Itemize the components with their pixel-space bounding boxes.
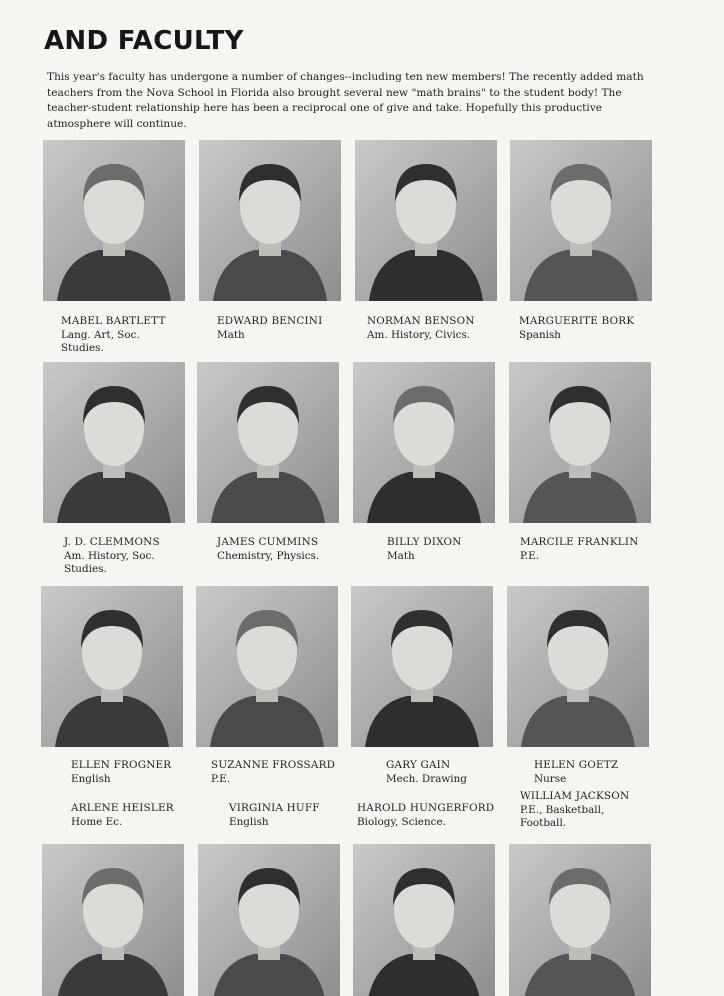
- faculty-subject: Lang. Art, Soc. Studies.: [61, 328, 140, 354]
- faculty-name: JAMES CUMMINS: [217, 536, 319, 548]
- faculty-caption: [386, 759, 536, 786]
- portrait-silhouette: [510, 140, 652, 301]
- faculty-subject: Math: [387, 549, 415, 562]
- faculty-name: EDWARD BENCINI: [217, 315, 323, 327]
- faculty-portrait: [41, 586, 183, 747]
- faculty-name: HELEN GOETZ: [534, 759, 619, 771]
- faculty-portrait: [42, 844, 184, 996]
- faculty-caption: [520, 790, 670, 831]
- faculty-portrait: [43, 140, 185, 301]
- portrait-silhouette: [199, 140, 341, 301]
- faculty-portrait: [353, 844, 495, 996]
- portrait-silhouette: [198, 844, 340, 996]
- faculty-name: MARGUERITE BORK: [519, 315, 635, 327]
- faculty-name: NORMAN BENSON: [367, 315, 475, 327]
- faculty-name: WILLIAM JACKSON: [520, 790, 630, 802]
- portrait-silhouette: [42, 844, 184, 996]
- faculty-caption: [520, 536, 670, 563]
- faculty-caption: [519, 315, 669, 342]
- faculty-subject: Mech. Drawing: [386, 772, 467, 785]
- faculty-caption: [61, 315, 211, 356]
- portrait-silhouette: [196, 586, 338, 747]
- faculty-caption: [217, 315, 367, 342]
- faculty-subject: P.E.: [211, 772, 231, 785]
- faculty-portrait: [509, 844, 651, 996]
- faculty-portrait: [355, 140, 497, 301]
- portrait-silhouette: [353, 844, 495, 996]
- portrait-silhouette: [351, 586, 493, 747]
- portrait-silhouette: [355, 140, 497, 301]
- faculty-name: BILLY DIXON: [387, 536, 462, 548]
- faculty-caption: [367, 315, 517, 342]
- faculty-caption: [387, 536, 537, 563]
- faculty-portrait: [199, 140, 341, 301]
- faculty-subject: P.E.: [520, 549, 540, 562]
- faculty-subject: Am. History, Soc. Studies.: [64, 549, 155, 575]
- portrait-silhouette: [43, 362, 185, 523]
- faculty-portrait: [197, 362, 339, 523]
- portrait-silhouette: [197, 362, 339, 523]
- faculty-subject: English: [229, 815, 269, 828]
- faculty-portrait: [509, 362, 651, 523]
- faculty-subject: Spanish: [519, 328, 562, 341]
- faculty-caption: [71, 759, 221, 786]
- portrait-silhouette: [43, 140, 185, 301]
- faculty-subject: Biology, Science.: [357, 815, 446, 828]
- faculty-portrait: [507, 586, 649, 747]
- faculty-caption: [71, 802, 221, 829]
- portrait-silhouette: [41, 586, 183, 747]
- portrait-silhouette: [353, 362, 495, 523]
- faculty-name: ARLENE HEISLER: [71, 802, 174, 814]
- faculty-name: SUZANNE FROSSARD: [211, 759, 336, 771]
- page-title: AND FACULTY: [44, 26, 244, 56]
- faculty-portrait: [351, 586, 493, 747]
- faculty-name: VIRGINIA HUFF: [229, 802, 320, 814]
- faculty-subject: Math: [217, 328, 245, 341]
- faculty-portrait: [510, 140, 652, 301]
- portrait-silhouette: [509, 844, 651, 996]
- faculty-portrait: [196, 586, 338, 747]
- faculty-name: MABEL BARTLETT: [61, 315, 166, 327]
- faculty-name: GARY GAIN: [386, 759, 451, 771]
- faculty-caption: [211, 759, 361, 786]
- intro-paragraph: This year's faculty has undergone a number of changes--including ten new members! The recently added math teachers from the Nova School in Florida also brought several new "math brains" to the student body! The teacher-student relationship here has been a reciprocal one of give and take. Hopefully this productive atmosphere will continue.: [47, 71, 644, 130]
- faculty-subject: Nurse: [534, 772, 567, 785]
- faculty-caption: [217, 536, 367, 563]
- faculty-portrait: [198, 844, 340, 996]
- faculty-name: ELLEN FROGNER: [71, 759, 172, 771]
- faculty-name: MARCILE FRANKLIN: [520, 536, 639, 548]
- faculty-name: HAROLD HUNGERFORD: [357, 802, 495, 814]
- portrait-silhouette: [507, 586, 649, 747]
- faculty-portrait: [43, 362, 185, 523]
- faculty-subject: P.E., Basketball, Football.: [520, 803, 605, 829]
- faculty-caption: [64, 536, 214, 577]
- faculty-name: J. D. CLEMMONS: [64, 536, 160, 548]
- faculty-subject: Home Ec.: [71, 815, 123, 828]
- faculty-caption: [534, 759, 684, 786]
- faculty-subject: English: [71, 772, 111, 785]
- faculty-portrait: [353, 362, 495, 523]
- portrait-silhouette: [509, 362, 651, 523]
- faculty-subject: Chemistry, Physics.: [217, 549, 320, 562]
- faculty-subject: Am. History, Civics.: [367, 328, 471, 341]
- faculty-caption: [357, 802, 507, 829]
